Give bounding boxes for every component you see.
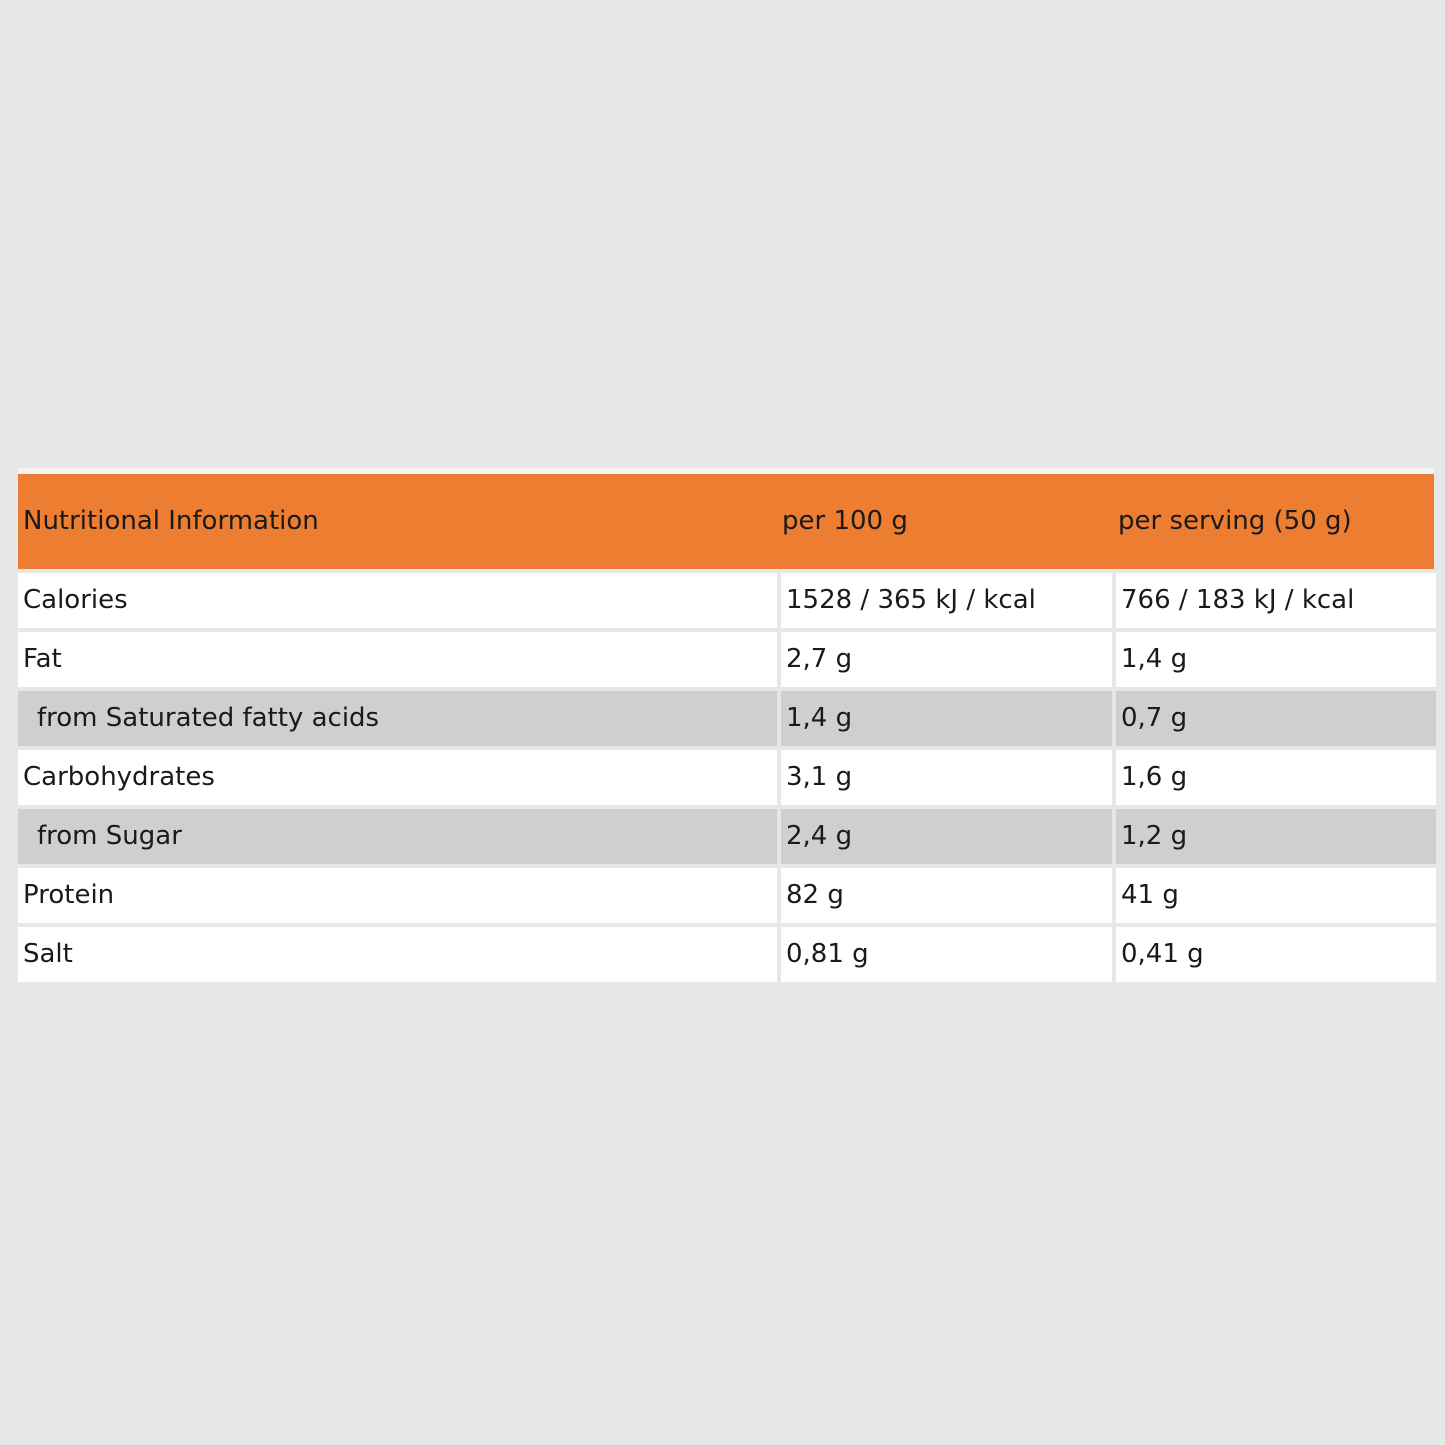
row-value-per-100g: 82 g <box>781 868 1112 923</box>
row-value-per-serving: 0,7 g <box>1116 691 1436 746</box>
table-row-protein <box>18 868 1434 923</box>
header-per-100g: per 100 g <box>782 506 908 536</box>
table-row-salt <box>18 927 1434 982</box>
table-row-fat <box>18 632 1434 687</box>
row-value-per-100g: 0,81 g <box>781 927 1112 982</box>
row-value-per-serving: 1,4 g <box>1116 632 1436 687</box>
nutrition-table <box>18 468 1434 986</box>
row-value-per-100g: 1528 / 365 kJ / kcal <box>781 573 1112 628</box>
row-label: Protein <box>18 868 777 923</box>
row-value-per-serving: 766 / 183 kJ / kcal <box>1116 573 1436 628</box>
row-label: Salt <box>18 927 777 982</box>
header-per-serving: per serving (50 g) <box>1118 506 1352 536</box>
table-row-calories <box>18 573 1434 628</box>
row-label: Fat <box>18 632 777 687</box>
row-value-per-serving: 1,2 g <box>1116 809 1436 864</box>
row-value-per-100g: 2,7 g <box>781 632 1112 687</box>
row-value-per-serving: 41 g <box>1116 868 1436 923</box>
table-row-saturated-fatty-acids <box>18 691 1434 746</box>
row-label: Carbohydrates <box>18 750 777 805</box>
row-value-per-100g: 3,1 g <box>781 750 1112 805</box>
row-label: from Saturated fatty acids <box>18 691 777 746</box>
row-label: from Sugar <box>18 809 777 864</box>
row-value-per-serving: 0,41 g <box>1116 927 1436 982</box>
row-value-per-100g: 1,4 g <box>781 691 1112 746</box>
table-row-sugar <box>18 809 1434 864</box>
row-value-per-serving: 1,6 g <box>1116 750 1436 805</box>
table-header-row <box>18 474 1434 569</box>
row-label: Calories <box>18 573 777 628</box>
row-value-per-100g: 2,4 g <box>781 809 1112 864</box>
table-row-carbohydrates <box>18 750 1434 805</box>
header-nutritional-information: Nutritional Information <box>23 506 319 536</box>
